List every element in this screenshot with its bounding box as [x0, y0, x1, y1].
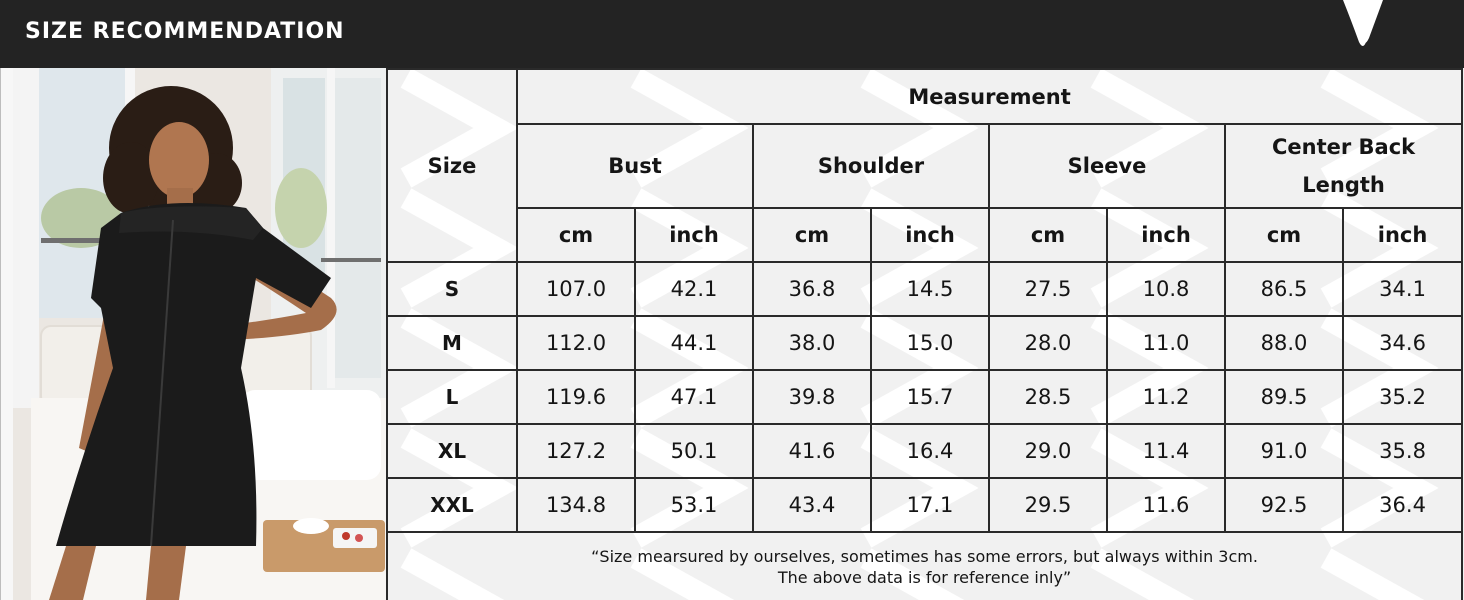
table-cell: 47.1: [635, 370, 753, 424]
table-cell: 92.5: [1225, 478, 1343, 532]
table-cell: 14.5: [871, 262, 989, 316]
table-cell: 38.0: [753, 316, 871, 370]
model-illustration: [1, 68, 387, 600]
table-cell: 50.1: [635, 424, 753, 478]
table-cell: 43.4: [753, 478, 871, 532]
table-cell: 35.2: [1343, 370, 1462, 424]
table-cell: 119.6: [517, 370, 635, 424]
unit-header: cm: [989, 208, 1107, 262]
product-photo: [0, 68, 387, 600]
table-cell: 15.0: [871, 316, 989, 370]
measurement-header: Measurement: [517, 69, 1462, 124]
size-note: [387, 532, 1462, 600]
unit-header: inch: [1107, 208, 1225, 262]
table-cell: 41.6: [753, 424, 871, 478]
unit-header: inch: [635, 208, 753, 262]
table-cell: 11.0: [1107, 316, 1225, 370]
table-cell: 44.1: [635, 316, 753, 370]
table-cell: 28.5: [989, 370, 1107, 424]
table-row: [387, 478, 1462, 532]
table-cell: 107.0: [517, 262, 635, 316]
table-cell: 86.5: [1225, 262, 1343, 316]
table-cell: 36.4: [1343, 478, 1462, 532]
shoulder-header: Shoulder: [753, 124, 989, 208]
table-cell: 89.5: [1225, 370, 1343, 424]
size-note-line-1: “Size mearsured by ourselves, sometimes has some errors, but always within 3cm.: [591, 546, 1258, 566]
table-cell: 28.0: [989, 316, 1107, 370]
table-cell: 53.1: [635, 478, 753, 532]
size-chart: [386, 68, 1464, 600]
table-cell: 17.1: [871, 478, 989, 532]
unit-header: cm: [753, 208, 871, 262]
sleeve-header: Sleeve: [989, 124, 1225, 208]
table-cell: 34.6: [1343, 316, 1462, 370]
table-cell: 88.0: [1225, 316, 1343, 370]
table-cell: 10.8: [1107, 262, 1225, 316]
size-label: M: [387, 316, 517, 370]
size-note-line-2: The above data is for reference inly”: [777, 567, 1072, 587]
chevron-down-icon: [1333, 0, 1395, 50]
header-bar: [0, 0, 1464, 68]
table-cell: 27.5: [989, 262, 1107, 316]
table-cell: 39.8: [753, 370, 871, 424]
table-cell: 35.8: [1343, 424, 1462, 478]
table-cell: 134.8: [517, 478, 635, 532]
size-label: L: [387, 370, 517, 424]
size-label: S: [387, 262, 517, 316]
unit-header: cm: [517, 208, 635, 262]
size-label: XL: [387, 424, 517, 478]
table-cell: 127.2: [517, 424, 635, 478]
table-row: [387, 424, 1462, 478]
table-row: [387, 316, 1462, 370]
size-column-header: Size: [387, 69, 517, 262]
table-cell: 29.0: [989, 424, 1107, 478]
table-cell: 36.8: [753, 262, 871, 316]
table-row: [387, 370, 1462, 424]
unit-header: inch: [1343, 208, 1462, 262]
center-back-length-header: Center Back Length: [1225, 124, 1462, 208]
table-cell: 15.7: [871, 370, 989, 424]
table-cell: 42.1: [635, 262, 753, 316]
table-cell: 16.4: [871, 424, 989, 478]
size-table: [386, 68, 1463, 600]
table-row: [387, 262, 1462, 316]
table-cell: 112.0: [517, 316, 635, 370]
bust-header: Bust: [517, 124, 753, 208]
page-title: SIZE RECOMMENDATION: [25, 19, 345, 44]
table-cell: 34.1: [1343, 262, 1462, 316]
unit-header: inch: [871, 208, 989, 262]
size-label: XXL: [387, 478, 517, 532]
table-cell: 29.5: [989, 478, 1107, 532]
table-cell: 11.4: [1107, 424, 1225, 478]
table-cell: 11.2: [1107, 370, 1225, 424]
unit-header: cm: [1225, 208, 1343, 262]
table-cell: 11.6: [1107, 478, 1225, 532]
table-cell: 91.0: [1225, 424, 1343, 478]
